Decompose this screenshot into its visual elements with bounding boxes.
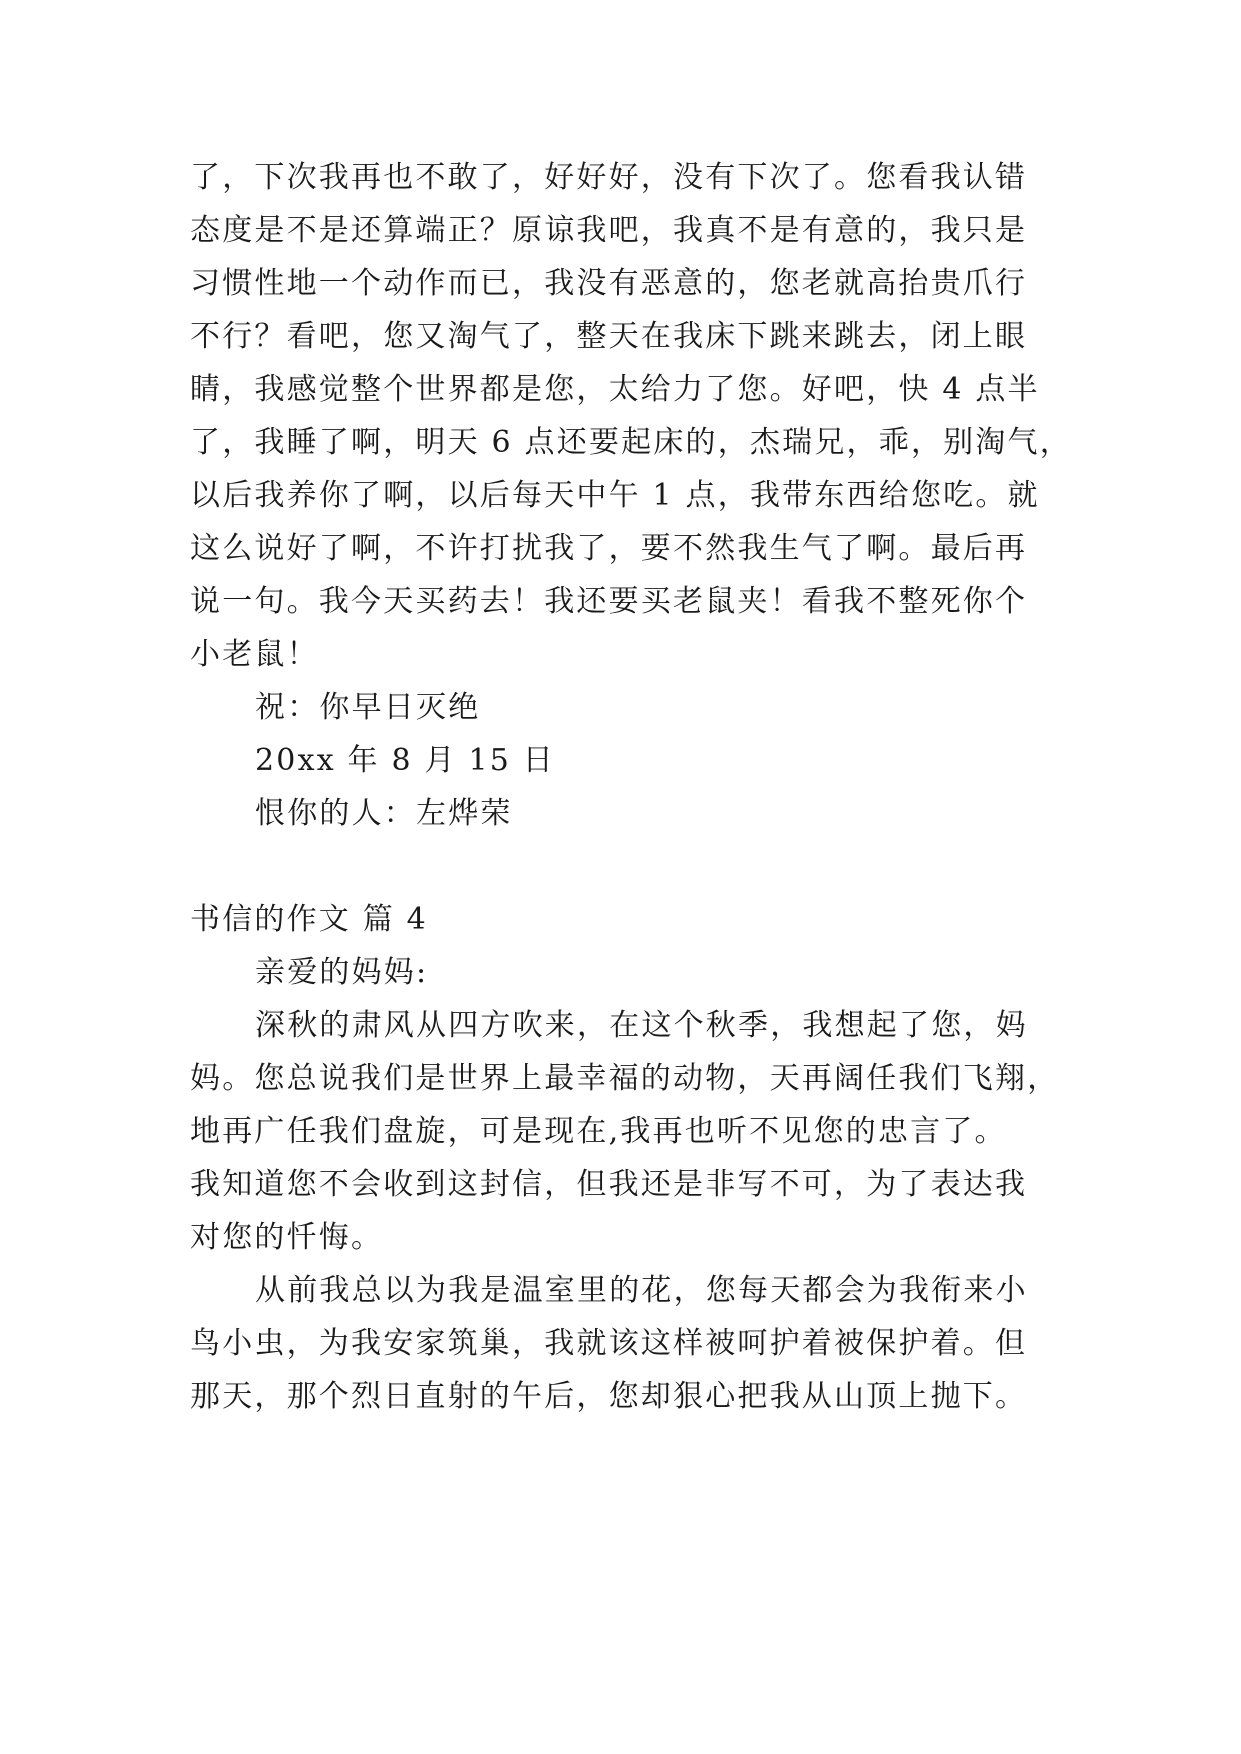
letter4-salutation: 亲爱的妈妈:: [255, 955, 429, 990]
letter4-p1-line-3: 地再广任我们盘旋，可是现在,我再也听不见您的忠言了。: [190, 1114, 1007, 1149]
letter4-heading: 书信的作文 篇 4: [190, 902, 428, 937]
letter3-line-8: 这么说好了啊，不许打扰我了，要不然我生气了啊。最后再: [190, 531, 1028, 566]
letter4-p2-line-2: 鸟小虫，为我安家筑巢，我就该这样被呵护着被保护着。但: [190, 1326, 1028, 1361]
letter3-line-9: 说一句。我今天买药去！我还要买老鼠夹！看我不整死你个: [190, 584, 1028, 619]
letter3-signature: 恨你的人：左烨荣: [255, 796, 513, 831]
letter3-date: 20xx 年 8 月 15 日: [255, 743, 555, 778]
letter3-line-3: 习惯性地一个动作而已，我没有恶意的，您老就高抬贵爪行: [190, 266, 1028, 301]
letter4-p2-line-1: 从前我总以为我是温室里的花，您每天都会为我衔来小: [255, 1273, 1028, 1308]
letter4-p1-line-5: 对您的忏悔。: [190, 1220, 384, 1255]
letter4-p2-line-3: 那天，那个烈日直射的午后，您却狠心把我从山顶上抛下。: [190, 1379, 1028, 1414]
letter3-line-5: 睛，我感觉整个世界都是您，太给力了您。好吧，快 4 点半: [190, 372, 1040, 407]
letter3-line-4: 不行？看吧，您又淘气了，整天在我床下跳来跳去，闭上眼: [190, 319, 1028, 354]
letter4-p1-line-4: 我知道您不会收到这封信，但我还是非写不可，为了表达我: [190, 1167, 1028, 1202]
letter3-line-7: 以后我养你了啊，以后每天中午 1 点，我带东西给您吃。就: [190, 478, 1040, 513]
letter3-line-1: 了，下次我再也不敢了，好好好，没有下次了。您看我认错: [190, 160, 1028, 195]
letter4-p1-line-1: 深秋的肃风从四方吹来，在这个秋季，我想起了您，妈: [255, 1008, 1028, 1043]
letter3-line-2: 态度是不是还算端正？原谅我吧，我真不是有意的，我只是: [190, 213, 1028, 248]
letter4-p1-line-2: 妈。您总说我们是世界上最幸福的动物，天再阔任我们飞翔，: [190, 1061, 1060, 1096]
letter3-line-6: 了，我睡了啊，明天 6 点还要起床的，杰瑞兄，乖，别淘气，: [190, 425, 1072, 460]
letter3-closing: 祝：你早日灭绝: [255, 690, 481, 725]
letter3-line-10: 小老鼠！: [190, 637, 319, 672]
